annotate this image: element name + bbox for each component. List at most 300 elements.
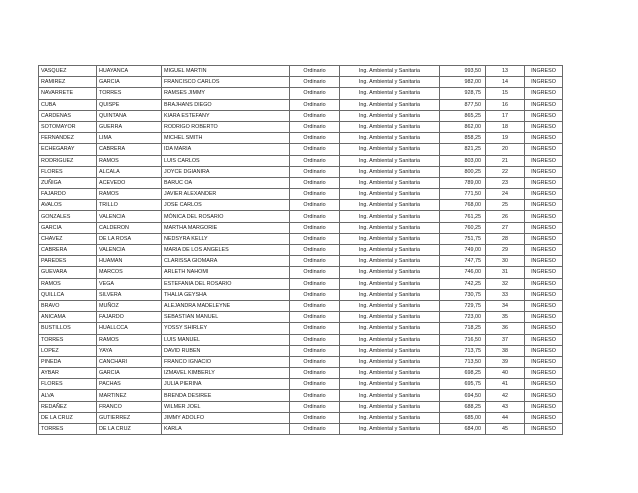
- cell-score: 800,25: [440, 166, 486, 177]
- cell-surname-2: SILVERA: [97, 289, 162, 300]
- cell-surname-1: ZUÑIGA: [39, 177, 97, 188]
- cell-surname-1: FAJARDO: [39, 189, 97, 200]
- cell-rank: 19: [486, 133, 525, 144]
- table-row: [39, 334, 563, 345]
- table-row: [39, 99, 563, 110]
- table-row: [39, 189, 563, 200]
- cell-given-names: CLARISSA GIOMARA: [162, 256, 290, 267]
- cell-modality: Ordinario: [290, 390, 340, 401]
- table-row: [39, 300, 563, 311]
- cell-surname-2: MARCOS: [97, 267, 162, 278]
- table-row: [39, 222, 563, 233]
- cell-status: INGRESO: [525, 110, 563, 121]
- cell-status: INGRESO: [525, 144, 563, 155]
- cell-rank: 21: [486, 155, 525, 166]
- cell-given-names: SEBASTIAN MANUEL: [162, 312, 290, 323]
- cell-status: INGRESO: [525, 121, 563, 132]
- cell-score: 789,00: [440, 177, 486, 188]
- cell-surname-1: RAMIREZ: [39, 77, 97, 88]
- table-row: [39, 66, 563, 77]
- cell-score: 698,25: [440, 368, 486, 379]
- cell-surname-2: GUTIERREZ: [97, 412, 162, 423]
- cell-program: Ing. Ambiental y Sanitaria: [340, 189, 440, 200]
- cell-status: INGRESO: [525, 189, 563, 200]
- cell-program: Ing. Ambiental y Sanitaria: [340, 133, 440, 144]
- cell-given-names: MIGUEL MARTIN: [162, 66, 290, 77]
- cell-given-names: BARUC OA: [162, 177, 290, 188]
- cell-score: 742,25: [440, 278, 486, 289]
- cell-given-names: JAVIER ALEXANDER: [162, 189, 290, 200]
- cell-score: 694,50: [440, 390, 486, 401]
- cell-modality: Ordinario: [290, 110, 340, 121]
- cell-score: 716,50: [440, 334, 486, 345]
- cell-score: 821,25: [440, 144, 486, 155]
- cell-score: 718,25: [440, 323, 486, 334]
- cell-program: Ing. Ambiental y Sanitaria: [340, 66, 440, 77]
- table-row: [39, 177, 563, 188]
- cell-surname-2: FRANCO: [97, 401, 162, 412]
- cell-status: INGRESO: [525, 323, 563, 334]
- cell-program: Ing. Ambiental y Sanitaria: [340, 312, 440, 323]
- cell-surname-2: RAMOS: [97, 334, 162, 345]
- cell-status: INGRESO: [525, 99, 563, 110]
- cell-modality: Ordinario: [290, 155, 340, 166]
- table-row: [39, 379, 563, 390]
- cell-rank: 40: [486, 368, 525, 379]
- cell-status: INGRESO: [525, 177, 563, 188]
- cell-modality: Ordinario: [290, 245, 340, 256]
- table-row: [39, 245, 563, 256]
- cell-given-names: RODRIGO ROBERTO: [162, 121, 290, 132]
- cell-program: Ing. Ambiental y Sanitaria: [340, 278, 440, 289]
- cell-program: Ing. Ambiental y Sanitaria: [340, 177, 440, 188]
- table-row: [39, 412, 563, 423]
- cell-program: Ing. Ambiental y Sanitaria: [340, 233, 440, 244]
- cell-score: 768,00: [440, 200, 486, 211]
- cell-modality: Ordinario: [290, 401, 340, 412]
- cell-program: Ing. Ambiental y Sanitaria: [340, 368, 440, 379]
- cell-program: Ing. Ambiental y Sanitaria: [340, 121, 440, 132]
- table-row: [39, 155, 563, 166]
- cell-score: 729,75: [440, 300, 486, 311]
- table-row: [39, 88, 563, 99]
- cell-rank: 45: [486, 424, 525, 435]
- cell-given-names: WILMER JOEL: [162, 401, 290, 412]
- table-row: [39, 368, 563, 379]
- table-row: [39, 424, 563, 435]
- cell-modality: Ordinario: [290, 323, 340, 334]
- cell-surname-2: VEGA: [97, 278, 162, 289]
- cell-status: INGRESO: [525, 334, 563, 345]
- cell-modality: Ordinario: [290, 88, 340, 99]
- cell-modality: Ordinario: [290, 144, 340, 155]
- cell-surname-1: NAVARRETE: [39, 88, 97, 99]
- cell-modality: Ordinario: [290, 334, 340, 345]
- cell-status: INGRESO: [525, 379, 563, 390]
- cell-rank: 37: [486, 334, 525, 345]
- cell-program: Ing. Ambiental y Sanitaria: [340, 245, 440, 256]
- cell-status: INGRESO: [525, 233, 563, 244]
- cell-status: INGRESO: [525, 390, 563, 401]
- cell-modality: Ordinario: [290, 233, 340, 244]
- cell-surname-1: CARDENAS: [39, 110, 97, 121]
- cell-surname-1: ALVA: [39, 390, 97, 401]
- cell-rank: 24: [486, 189, 525, 200]
- table-row: [39, 200, 563, 211]
- cell-status: INGRESO: [525, 88, 563, 99]
- cell-surname-1: LOPEZ: [39, 345, 97, 356]
- cell-surname-2: RAMOS: [97, 155, 162, 166]
- cell-given-names: MÓNICA DEL ROSARIO: [162, 211, 290, 222]
- cell-program: Ing. Ambiental y Sanitaria: [340, 211, 440, 222]
- cell-status: INGRESO: [525, 267, 563, 278]
- cell-surname-1: REDAÑEZ: [39, 401, 97, 412]
- cell-score: 877,50: [440, 99, 486, 110]
- cell-modality: Ordinario: [290, 200, 340, 211]
- cell-program: Ing. Ambiental y Sanitaria: [340, 323, 440, 334]
- cell-status: INGRESO: [525, 345, 563, 356]
- table-row: [39, 233, 563, 244]
- cell-score: 865,25: [440, 110, 486, 121]
- cell-score: 685,00: [440, 412, 486, 423]
- cell-modality: Ordinario: [290, 66, 340, 77]
- cell-status: INGRESO: [525, 368, 563, 379]
- cell-modality: Ordinario: [290, 189, 340, 200]
- cell-modality: Ordinario: [290, 166, 340, 177]
- cell-surname-2: GARCIA: [97, 77, 162, 88]
- cell-rank: 28: [486, 233, 525, 244]
- cell-rank: 14: [486, 77, 525, 88]
- cell-modality: Ordinario: [290, 177, 340, 188]
- table-row: [39, 323, 563, 334]
- cell-surname-1: RODRIGUEZ: [39, 155, 97, 166]
- cell-surname-2: CABRERA: [97, 144, 162, 155]
- cell-surname-1: CUBA: [39, 99, 97, 110]
- cell-given-names: JULIA PIERINA: [162, 379, 290, 390]
- cell-program: Ing. Ambiental y Sanitaria: [340, 88, 440, 99]
- cell-program: Ing. Ambiental y Sanitaria: [340, 390, 440, 401]
- cell-rank: 17: [486, 110, 525, 121]
- cell-modality: Ordinario: [290, 300, 340, 311]
- cell-status: INGRESO: [525, 300, 563, 311]
- cell-program: Ing. Ambiental y Sanitaria: [340, 334, 440, 345]
- cell-status: INGRESO: [525, 245, 563, 256]
- cell-given-names: LUIS MANUEL: [162, 334, 290, 345]
- cell-surname-2: YAYA: [97, 345, 162, 356]
- cell-score: 749,00: [440, 245, 486, 256]
- cell-score: 993,50: [440, 66, 486, 77]
- table-row: [39, 77, 563, 88]
- cell-modality: Ordinario: [290, 267, 340, 278]
- cell-modality: Ordinario: [290, 368, 340, 379]
- cell-rank: 18: [486, 121, 525, 132]
- cell-score: 803,00: [440, 155, 486, 166]
- cell-given-names: KARLA: [162, 424, 290, 435]
- cell-given-names: MARIA DE LOS ANGELES: [162, 245, 290, 256]
- cell-rank: 35: [486, 312, 525, 323]
- cell-surname-2: MUÑOZ: [97, 300, 162, 311]
- cell-program: Ing. Ambiental y Sanitaria: [340, 356, 440, 367]
- cell-given-names: ARLETH NAHOMI: [162, 267, 290, 278]
- cell-score: 760,25: [440, 222, 486, 233]
- cell-surname-1: SOTOMAYOR: [39, 121, 97, 132]
- cell-surname-2: QUINTANA: [97, 110, 162, 121]
- cell-program: Ing. Ambiental y Sanitaria: [340, 200, 440, 211]
- cell-surname-2: LIMA: [97, 133, 162, 144]
- table-row: [39, 110, 563, 121]
- cell-status: INGRESO: [525, 166, 563, 177]
- table-row: [39, 256, 563, 267]
- cell-surname-1: GARCIA: [39, 222, 97, 233]
- cell-surname-1: PINEDA: [39, 356, 97, 367]
- cell-score: 695,75: [440, 379, 486, 390]
- cell-given-names: KIARA ESTEFANY: [162, 110, 290, 121]
- table-row: [39, 289, 563, 300]
- cell-status: INGRESO: [525, 211, 563, 222]
- cell-surname-2: VALENCIA: [97, 245, 162, 256]
- cell-surname-2: ACEVEDO: [97, 177, 162, 188]
- cell-given-names: IZMAVEL KIMBERLY: [162, 368, 290, 379]
- cell-surname-1: TORRES: [39, 334, 97, 345]
- cell-score: 761,25: [440, 211, 486, 222]
- cell-surname-2: CALDERON: [97, 222, 162, 233]
- table-row: [39, 211, 563, 222]
- table-row: [39, 356, 563, 367]
- cell-surname-2: HUAYANCA: [97, 66, 162, 77]
- cell-surname-2: GUERRA: [97, 121, 162, 132]
- cell-modality: Ordinario: [290, 345, 340, 356]
- cell-status: INGRESO: [525, 66, 563, 77]
- cell-surname-2: QUISPE: [97, 99, 162, 110]
- cell-modality: Ordinario: [290, 289, 340, 300]
- cell-rank: 15: [486, 88, 525, 99]
- table-row: [39, 401, 563, 412]
- cell-status: INGRESO: [525, 412, 563, 423]
- cell-given-names: JIMMY ADOLFO: [162, 412, 290, 423]
- cell-modality: Ordinario: [290, 133, 340, 144]
- cell-rank: 33: [486, 289, 525, 300]
- cell-score: 771,50: [440, 189, 486, 200]
- cell-surname-1: RAMOS: [39, 278, 97, 289]
- results-table: [38, 65, 563, 435]
- cell-score: 928,75: [440, 88, 486, 99]
- cell-status: INGRESO: [525, 424, 563, 435]
- table-row: [39, 133, 563, 144]
- cell-given-names: BRENDA DESIREE: [162, 390, 290, 401]
- cell-given-names: YOSSY SHIRLEY: [162, 323, 290, 334]
- cell-given-names: LUIS CARLOS: [162, 155, 290, 166]
- cell-surname-1: ECHEGARAY: [39, 144, 97, 155]
- cell-score: 688,25: [440, 401, 486, 412]
- table-row: [39, 345, 563, 356]
- cell-modality: Ordinario: [290, 222, 340, 233]
- cell-score: 730,75: [440, 289, 486, 300]
- cell-program: Ing. Ambiental y Sanitaria: [340, 345, 440, 356]
- cell-status: INGRESO: [525, 278, 563, 289]
- cell-given-names: BRAJHANS DIEGO: [162, 99, 290, 110]
- cell-surname-1: GUEVARA: [39, 267, 97, 278]
- cell-given-names: MARTHA MARGORIE: [162, 222, 290, 233]
- cell-surname-2: FAJARDO: [97, 312, 162, 323]
- cell-surname-2: HUAMAN: [97, 256, 162, 267]
- cell-rank: 25: [486, 200, 525, 211]
- cell-status: INGRESO: [525, 222, 563, 233]
- cell-program: Ing. Ambiental y Sanitaria: [340, 256, 440, 267]
- cell-status: INGRESO: [525, 356, 563, 367]
- cell-surname-1: BRAVO: [39, 300, 97, 311]
- cell-rank: 23: [486, 177, 525, 188]
- cell-score: 747,75: [440, 256, 486, 267]
- cell-rank: 26: [486, 211, 525, 222]
- cell-rank: 16: [486, 99, 525, 110]
- cell-program: Ing. Ambiental y Sanitaria: [340, 77, 440, 88]
- cell-program: Ing. Ambiental y Sanitaria: [340, 222, 440, 233]
- cell-program: Ing. Ambiental y Sanitaria: [340, 379, 440, 390]
- cell-surname-1: CABRERA: [39, 245, 97, 256]
- cell-rank: 34: [486, 300, 525, 311]
- cell-rank: 38: [486, 345, 525, 356]
- cell-modality: Ordinario: [290, 99, 340, 110]
- cell-program: Ing. Ambiental y Sanitaria: [340, 401, 440, 412]
- cell-rank: 36: [486, 323, 525, 334]
- cell-modality: Ordinario: [290, 379, 340, 390]
- cell-rank: 43: [486, 401, 525, 412]
- cell-rank: 32: [486, 278, 525, 289]
- cell-surname-1: AYBAR: [39, 368, 97, 379]
- cell-surname-2: ALCALA: [97, 166, 162, 177]
- cell-score: 746,00: [440, 267, 486, 278]
- cell-program: Ing. Ambiental y Sanitaria: [340, 300, 440, 311]
- cell-surname-2: HUALLCCA: [97, 323, 162, 334]
- cell-surname-1: BUSTILLOS: [39, 323, 97, 334]
- cell-rank: 13: [486, 66, 525, 77]
- cell-program: Ing. Ambiental y Sanitaria: [340, 289, 440, 300]
- cell-surname-2: VALENCIA: [97, 211, 162, 222]
- table-row: [39, 166, 563, 177]
- cell-surname-1: FLORES: [39, 166, 97, 177]
- table-row: [39, 121, 563, 132]
- cell-surname-1: CHAVEZ: [39, 233, 97, 244]
- cell-given-names: ESTEFANIA DEL ROSARIO: [162, 278, 290, 289]
- cell-surname-2: GARCIA: [97, 368, 162, 379]
- cell-surname-2: PACHAS: [97, 379, 162, 390]
- cell-surname-2: TORRES: [97, 88, 162, 99]
- cell-score: 982,00: [440, 77, 486, 88]
- cell-status: INGRESO: [525, 133, 563, 144]
- cell-program: Ing. Ambiental y Sanitaria: [340, 144, 440, 155]
- cell-surname-1: DE LA CRUZ: [39, 412, 97, 423]
- cell-surname-1: ANICAMA: [39, 312, 97, 323]
- table-row: [39, 390, 563, 401]
- cell-score: 684,00: [440, 424, 486, 435]
- cell-surname-1: VASQUEZ: [39, 66, 97, 77]
- cell-status: INGRESO: [525, 256, 563, 267]
- cell-surname-1: PAREDES: [39, 256, 97, 267]
- cell-modality: Ordinario: [290, 211, 340, 222]
- cell-surname-1: FLORES: [39, 379, 97, 390]
- cell-surname-2: CANCHARI: [97, 356, 162, 367]
- cell-modality: Ordinario: [290, 256, 340, 267]
- cell-given-names: NEDSYRA KELLY: [162, 233, 290, 244]
- cell-program: Ing. Ambiental y Sanitaria: [340, 412, 440, 423]
- table-row: [39, 144, 563, 155]
- cell-program: Ing. Ambiental y Sanitaria: [340, 155, 440, 166]
- results-table-body: [39, 66, 563, 435]
- cell-rank: 39: [486, 356, 525, 367]
- cell-given-names: DAVID RUBEN: [162, 345, 290, 356]
- cell-status: INGRESO: [525, 401, 563, 412]
- cell-rank: 41: [486, 379, 525, 390]
- cell-score: 862,00: [440, 121, 486, 132]
- cell-modality: Ordinario: [290, 356, 340, 367]
- cell-given-names: THALIA GEYSHA: [162, 289, 290, 300]
- results-sheet: [38, 65, 562, 435]
- cell-score: 723,00: [440, 312, 486, 323]
- table-row: [39, 267, 563, 278]
- cell-modality: Ordinario: [290, 121, 340, 132]
- cell-score: 713,75: [440, 345, 486, 356]
- cell-program: Ing. Ambiental y Sanitaria: [340, 99, 440, 110]
- cell-rank: 30: [486, 256, 525, 267]
- cell-rank: 20: [486, 144, 525, 155]
- cell-rank: 22: [486, 166, 525, 177]
- cell-status: INGRESO: [525, 200, 563, 211]
- cell-surname-2: DE LA ROSA: [97, 233, 162, 244]
- cell-status: INGRESO: [525, 77, 563, 88]
- cell-surname-1: AVALOS: [39, 200, 97, 211]
- cell-status: INGRESO: [525, 312, 563, 323]
- cell-given-names: FRANCO IGNACIO: [162, 356, 290, 367]
- table-row: [39, 278, 563, 289]
- cell-status: INGRESO: [525, 289, 563, 300]
- cell-given-names: JOYCE DGIANIRA: [162, 166, 290, 177]
- cell-score: 858,25: [440, 133, 486, 144]
- cell-rank: 31: [486, 267, 525, 278]
- cell-surname-1: GONZALES: [39, 211, 97, 222]
- cell-given-names: MICHEL SMITH: [162, 133, 290, 144]
- cell-status: INGRESO: [525, 155, 563, 166]
- cell-modality: Ordinario: [290, 77, 340, 88]
- cell-given-names: ALEJANDRA MADELEYNE: [162, 300, 290, 311]
- cell-program: Ing. Ambiental y Sanitaria: [340, 267, 440, 278]
- cell-surname-2: TRILLO: [97, 200, 162, 211]
- cell-rank: 29: [486, 245, 525, 256]
- cell-rank: 44: [486, 412, 525, 423]
- cell-score: 751,75: [440, 233, 486, 244]
- cell-given-names: IDA MARIA: [162, 144, 290, 155]
- cell-surname-2: MARTINEZ: [97, 390, 162, 401]
- cell-program: Ing. Ambiental y Sanitaria: [340, 424, 440, 435]
- cell-surname-1: FERNANDEZ: [39, 133, 97, 144]
- cell-modality: Ordinario: [290, 278, 340, 289]
- cell-modality: Ordinario: [290, 312, 340, 323]
- cell-surname-2: RAMOS: [97, 189, 162, 200]
- cell-surname-1: TORRES: [39, 424, 97, 435]
- cell-program: Ing. Ambiental y Sanitaria: [340, 166, 440, 177]
- cell-rank: 42: [486, 390, 525, 401]
- cell-program: Ing. Ambiental y Sanitaria: [340, 110, 440, 121]
- cell-surname-1: QUILLCA: [39, 289, 97, 300]
- cell-surname-2: DE LA CRUZ: [97, 424, 162, 435]
- cell-given-names: JOSE CARLOS: [162, 200, 290, 211]
- table-row: [39, 312, 563, 323]
- cell-given-names: FRANCISCO CARLOS: [162, 77, 290, 88]
- cell-modality: Ordinario: [290, 412, 340, 423]
- cell-rank: 27: [486, 222, 525, 233]
- cell-given-names: RAMSES JIMMY: [162, 88, 290, 99]
- cell-modality: Ordinario: [290, 424, 340, 435]
- cell-score: 713,50: [440, 356, 486, 367]
